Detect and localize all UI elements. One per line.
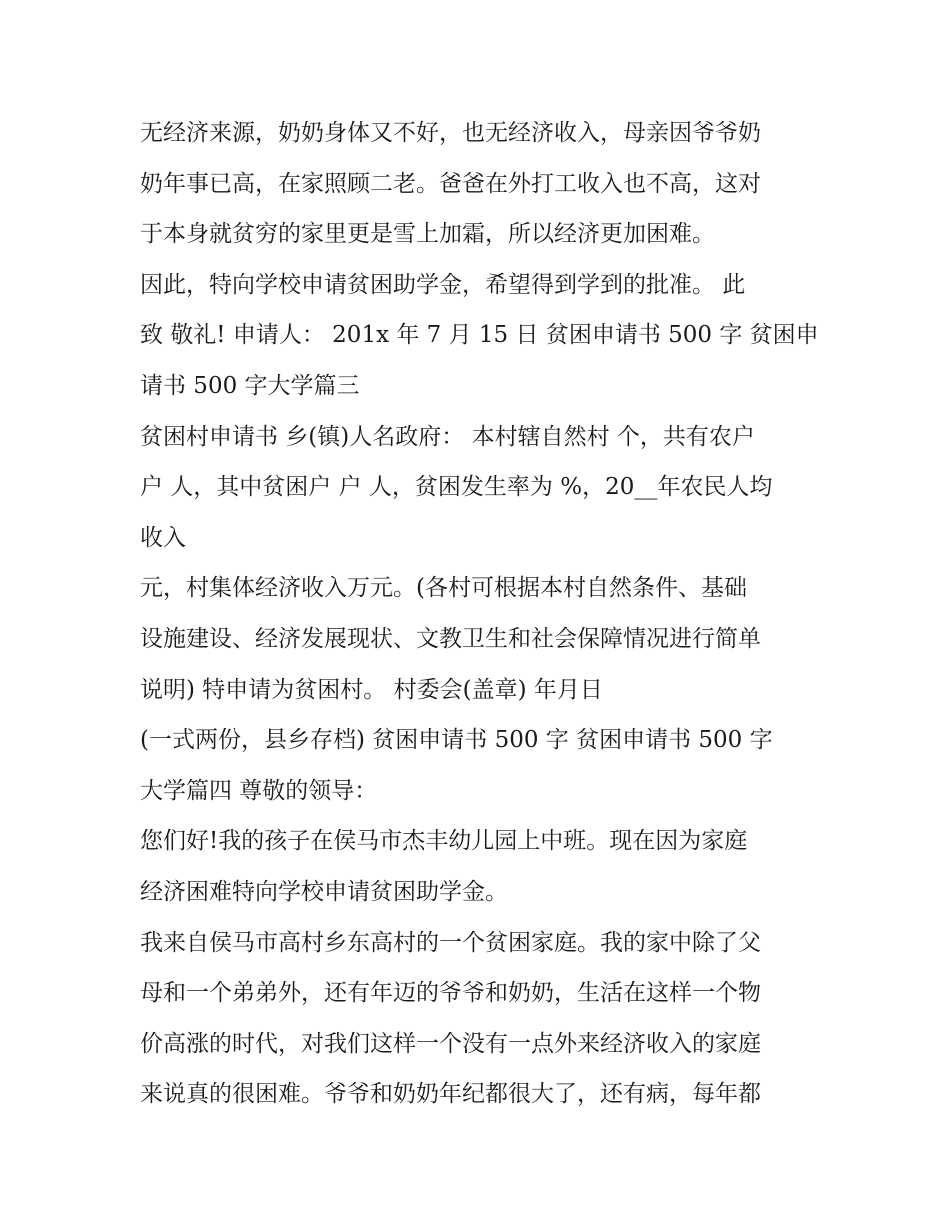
text-line: 请书 500 字大学篇三 [140,372,360,399]
text-line: 设施建设、经济发展现状、文教卫生和社会保障情况进行简单 [140,625,761,652]
text-line: (一式两份，县乡存档) 贫困申请书 500 字 贫困申请书 500 字 [140,727,773,754]
text-line: 因此，特向学校申请贫困助学金，希望得到学到的批准。 此 [140,271,746,298]
document-body [140,108,820,1120]
text-line: 我来自侯马市高村乡东高村的一个贫困家庭。我的家中除了父 [140,929,761,956]
text-line: 无经济来源，奶奶身体又不好，也无经济收入，母亲因爷爷奶 [140,120,761,146]
text-line: 户 人，其中贫困户 户 人，贫困发生率为 %，20__年农民人均 [140,474,773,501]
text-line: 于本身就贫穷的家里更是雪上加霜，所以经济更加困难。 [140,221,715,248]
text-line: 元，村集体经济收入万元。(各村可根据本村自然条件、基础 [140,575,747,602]
text-line: 致 敬礼! 申请人： 201x 年 7 月 15 日 贫困申请书 500 字 贫困申 [140,322,819,349]
text-line: 收入 [140,524,186,551]
text-line: 母和一个弟弟外，还有年迈的爷爷和奶奶，生活在这样一个物 [140,980,761,1007]
text-line: 价高涨的时代，对我们这样一个没有一点外来经济收入的家庭 [140,1030,761,1057]
text-line: 贫困村申请书 乡(镇)人名政府： 本村辖自然村 个，共有农户 [140,423,755,450]
text-line: 奶年事已高，在家照顾二老。爸爸在外打工收入也不高，这对 [140,170,761,197]
text-line: 来说真的很困难。爷爷和奶奶年纪都很大了，还有病，每年都 [140,1081,761,1108]
text-line: 经济困难特向学校申请贫困助学金。 [140,878,508,905]
text-line: 说明) 特申请为贫困村。 村委会(盖章) 年月日 [140,676,603,703]
text-line: 您们好!我的孩子在侯马市杰丰幼儿园上中班。现在因为家庭 [140,828,748,855]
text-line: 大学篇四 尊敬的领导： [140,777,378,804]
